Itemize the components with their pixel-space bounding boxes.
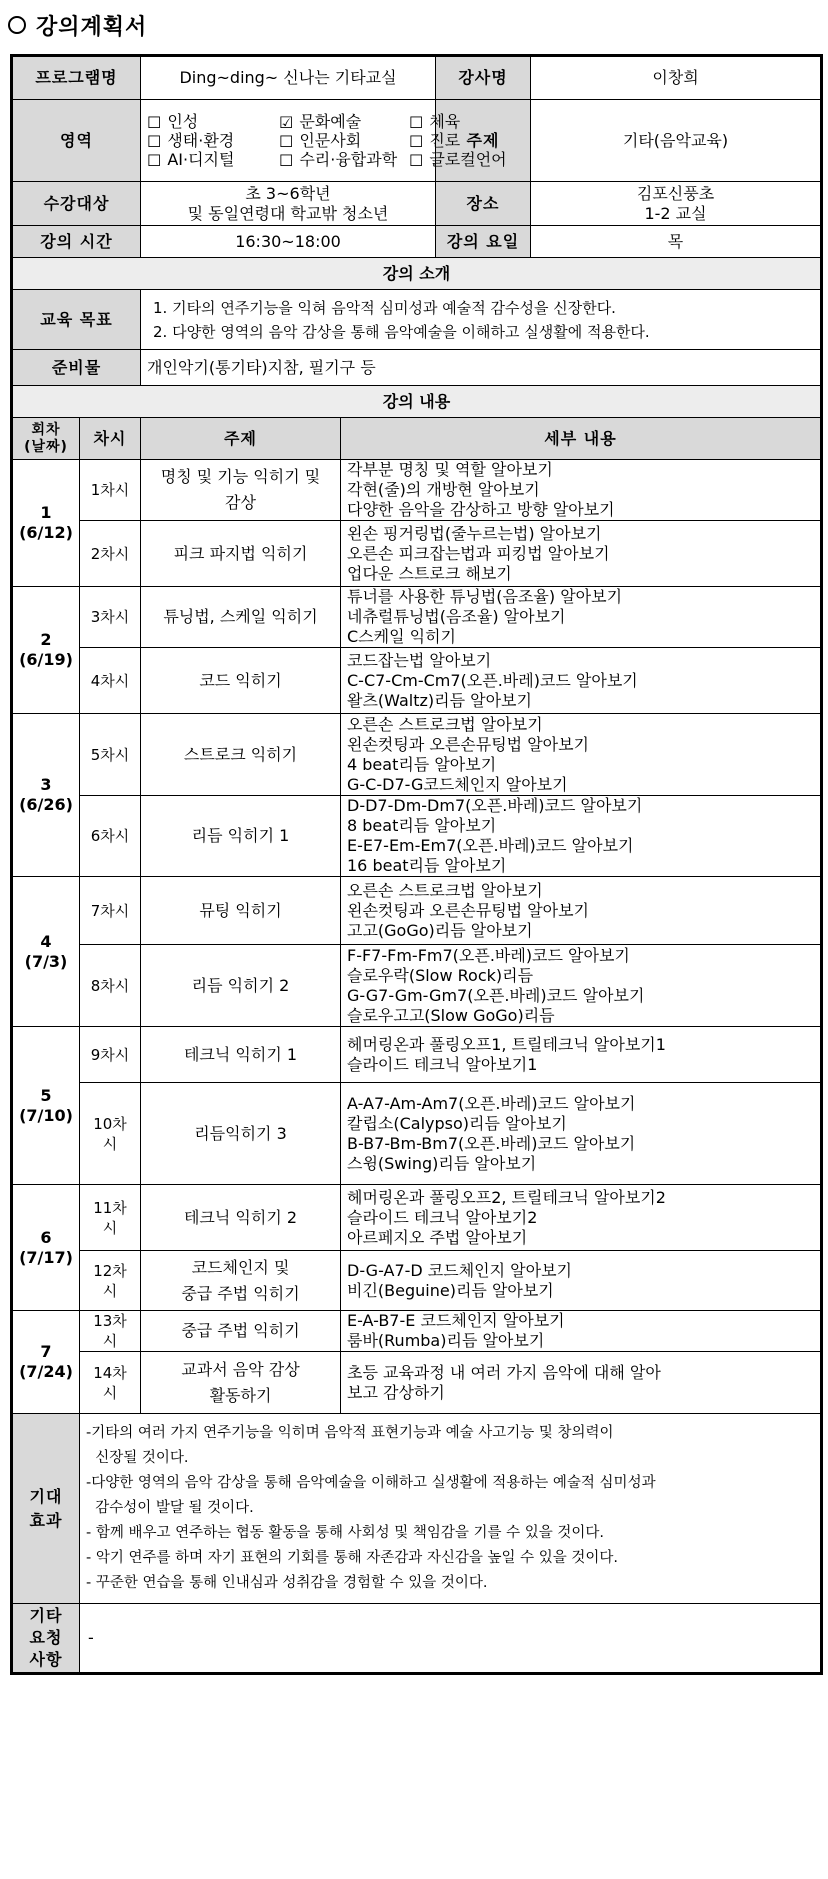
area-label: 영역 — [12, 100, 141, 182]
detail-line: 슬라이드 테크닉 알아보기1 — [347, 1054, 538, 1074]
area-option-label: 인성 — [167, 112, 199, 131]
period-topic-cell: 리듬 익히기 1 — [141, 796, 341, 877]
col-detail-header: 세부 내용 — [341, 418, 822, 460]
period-topic-cell: 스트로크 익히기 — [141, 714, 341, 796]
time-value: 16:30~18:00 — [141, 226, 436, 258]
detail-line: G-C-D7-G코드체인지 알아보기 — [347, 774, 568, 794]
detail-line: 스윙(Swing)리듬 알아보기 — [347, 1153, 537, 1173]
session-date: (7/3) — [24, 951, 68, 971]
other-label: 기타 요청 사항 — [12, 1604, 80, 1674]
session-date: (6/26) — [19, 795, 73, 814]
lecture-plan-table — [10, 54, 823, 1675]
session-date: (7/24) — [19, 1362, 73, 1381]
checkbox-icon[interactable]: ☐ — [409, 113, 424, 132]
period-detail-cell — [341, 1251, 822, 1311]
area-option-label: 체육 — [429, 112, 461, 131]
detail-line: 코드잡는법 알아보기 — [347, 650, 492, 670]
detail-line: D-D7-Dm-Dm7(오픈.바레)코드 알아보기 — [347, 796, 643, 815]
session-number: 4 — [40, 931, 52, 951]
period-topic-cell: 명칭 및 기능 익히기 및 감상 — [141, 460, 341, 521]
session-row — [12, 460, 822, 521]
checkbox-icon[interactable]: ☐ — [409, 151, 424, 170]
period-topic-cell: 리듬익히기 3 — [141, 1083, 341, 1185]
detail-line: 튜너를 사용한 튜닝법(음조율) 알아보기 — [347, 587, 623, 606]
period-topic-cell: 테크닉 익히기 2 — [141, 1185, 341, 1251]
area-option — [147, 131, 279, 150]
detail-line: 룸바(Rumba)리듬 알아보기 — [347, 1331, 545, 1350]
detail-line: E-E7-Em-Em7(오픈.바레)코드 알아보기 — [347, 836, 634, 855]
effect-row — [12, 1414, 822, 1604]
detail-line: 다양한 음악을 감상하고 방향 알아보기 — [347, 500, 615, 519]
period-cell: 13차시 — [80, 1311, 141, 1352]
period-topic-cell: 뮤팅 익히기 — [141, 877, 341, 945]
goal-content — [141, 290, 822, 350]
checked-box-icon[interactable]: ☑ — [279, 113, 294, 132]
effect-content — [80, 1414, 822, 1604]
session-round-cell — [12, 587, 80, 714]
area-option — [409, 150, 509, 169]
detail-line: 보고 감상하기 — [347, 1382, 445, 1402]
session-date: (6/12) — [19, 523, 73, 542]
session-row — [12, 877, 822, 945]
content-section-title: 강의 내용 — [12, 386, 822, 418]
period-cell: 14차시 — [80, 1352, 141, 1414]
detail-line: 헤머링온과 풀링오프2, 트릴테크닉 알아보기2 — [347, 1187, 666, 1207]
doc-title: 강의계획서 — [36, 14, 148, 40]
detail-line: D-G-A7-D 코드체인지 알아보기 — [347, 1260, 572, 1280]
intro-section-title: 강의 소개 — [12, 258, 822, 290]
effect-line: 감수성이 발달 될 것이다. — [86, 1500, 254, 1516]
circle-bullet-icon — [8, 16, 26, 34]
effect-line: -기타의 여러 가지 연주기능을 익히며 음악적 표현기능과 예술 사고기능 및 창의력이 — [86, 1425, 614, 1441]
checkbox-icon[interactable]: ☐ — [279, 151, 294, 170]
detail-line: 헤머링온과 풀링오프1, 트릴테크닉 알아보기1 — [347, 1034, 666, 1054]
day-value: 목 — [531, 226, 822, 258]
session-row — [12, 1027, 822, 1083]
area-row — [12, 100, 822, 182]
session-row — [12, 796, 822, 877]
area-option-label: 수리·융합과학 — [299, 150, 398, 169]
area-option — [147, 112, 279, 131]
period-cell: 7차시 — [80, 877, 141, 945]
detail-line: 왼손컷팅과 오른손뮤팅법 알아보기 — [347, 900, 590, 920]
checkbox-icon[interactable]: ☐ — [279, 132, 294, 151]
col-period-header: 차시 — [80, 418, 141, 460]
area-option-label: 생태·환경 — [167, 131, 235, 150]
detail-line: 각부분 명칭 및 역할 알아보기 — [347, 460, 553, 479]
detail-line: 왼손컷팅과 오른손뮤팅법 알아보기 — [347, 734, 590, 754]
area-option-label: 글로컬언어 — [429, 150, 507, 169]
period-detail-cell — [341, 1027, 822, 1083]
table-body — [12, 56, 822, 1674]
session-row — [12, 521, 822, 587]
session-date: (6/19) — [19, 650, 73, 669]
period-cell: 2차시 — [80, 521, 141, 587]
area-option — [279, 131, 409, 150]
period-cell: 5차시 — [80, 714, 141, 796]
area-option-label: 인문사회 — [299, 131, 362, 150]
col-topic-header: 주제 — [141, 418, 341, 460]
session-row — [12, 714, 822, 796]
session-date: (7/10) — [19, 1105, 73, 1125]
session-row — [12, 1311, 822, 1352]
area-option-label: 진로 — [429, 131, 461, 150]
time-label: 강의 시간 — [12, 226, 141, 258]
session-row — [12, 945, 822, 1027]
checkbox-icon[interactable]: ☐ — [147, 113, 162, 132]
topic-value: 기타(음악교육) — [531, 100, 822, 182]
period-topic-cell: 코드 익히기 — [141, 648, 341, 714]
period-cell: 9차시 — [80, 1027, 141, 1083]
detail-line: C-C7-Cm-Cm7(오픈.바레)코드 알아보기 — [347, 670, 638, 690]
period-detail-cell — [341, 945, 822, 1027]
detail-line: 왈츠(Waltz)리듬 알아보기 — [347, 690, 532, 710]
period-detail-cell — [341, 796, 822, 877]
detail-line: G-G7-Gm-Gm7(오픈.바레)코드 알아보기 — [347, 985, 645, 1005]
program-label: 프로그램명 — [12, 56, 141, 100]
period-cell: 11차시 — [80, 1185, 141, 1251]
effect-line: - 꾸준한 연습을 통해 인내심과 성취감을 경험할 수 있을 것이다. — [86, 1575, 488, 1591]
detail-line: C스케일 익히기 — [347, 627, 456, 646]
session-number: 2 — [40, 630, 52, 649]
period-detail-cell — [341, 714, 822, 796]
period-detail-cell — [341, 1185, 822, 1251]
period-detail-cell — [341, 648, 822, 714]
detail-line: 4 beat리듬 알아보기 — [347, 754, 497, 774]
detail-line: 업다운 스트로크 해보기 — [347, 563, 512, 583]
session-number: 7 — [40, 1342, 52, 1361]
topic-label: 주제 — [436, 100, 531, 182]
period-topic-cell: 테크닉 익히기 1 — [141, 1027, 341, 1083]
period-cell: 1차시 — [80, 460, 141, 521]
period-topic-cell: 튜닝법, 스케일 익히기 — [141, 587, 341, 648]
session-row — [12, 1185, 822, 1251]
period-cell: 6차시 — [80, 796, 141, 877]
goal-row — [12, 290, 822, 350]
col-round-header: 회차 (날짜) — [12, 418, 80, 460]
detail-line: 슬로우락(Slow Rock)리듬 — [347, 965, 534, 985]
detail-line: 칼립소(Calypso)리듬 알아보기 — [347, 1113, 567, 1133]
session-row — [12, 1083, 822, 1185]
detail-line: 오른손 스트로크법 알아보기 — [347, 714, 543, 734]
program-value: Ding~ding~ 신나는 기타교실 — [141, 56, 436, 100]
area-option-label: 문화예술 — [299, 112, 362, 131]
detail-line: A-A7-Am-Am7(오픈.바레)코드 알아보기 — [347, 1093, 636, 1113]
area-option-label: AI·디지털 — [167, 150, 235, 169]
session-round-cell — [12, 1185, 80, 1311]
content-header-row — [12, 418, 822, 460]
intro-section-row — [12, 258, 822, 290]
period-topic-cell: 코드체인지 및 중급 주법 익히기 — [141, 1251, 341, 1311]
session-row — [12, 1352, 822, 1414]
session-row — [12, 648, 822, 714]
checkbox-icon[interactable]: ☐ — [147, 151, 162, 170]
period-cell: 10차시 — [80, 1083, 141, 1185]
period-detail-cell — [341, 1083, 822, 1185]
instructor-value: 이창희 — [531, 56, 822, 100]
program-row — [12, 56, 822, 100]
day-label: 강의 요일 — [436, 226, 531, 258]
session-row — [12, 1251, 822, 1311]
detail-line: 각현(줄)의 개방현 알아보기 — [347, 480, 540, 499]
period-cell: 4차시 — [80, 648, 141, 714]
instructor-label: 강사명 — [436, 56, 531, 100]
period-cell: 3차시 — [80, 587, 141, 648]
period-detail-cell — [341, 460, 822, 521]
session-number: 5 — [40, 1085, 52, 1105]
effect-line: 신장될 것이다. — [86, 1450, 189, 1466]
effect-line: -다양한 영역의 음악 감상을 통해 음악예술을 이해하고 실생활에 적용하는 예술적 심미성과 — [86, 1475, 656, 1491]
supplies-label: 준비물 — [12, 350, 141, 386]
session-round-cell — [12, 460, 80, 587]
area-option — [279, 112, 409, 131]
place-label: 장소 — [436, 182, 531, 226]
detail-line: 고고(GoGo)리듬 알아보기 — [347, 920, 533, 940]
detail-line: 비긴(Beguine)리듬 알아보기 — [347, 1280, 554, 1300]
detail-line: 초등 교육과정 내 여러 가지 음악에 대해 알아 — [347, 1362, 661, 1382]
time-row — [12, 226, 822, 258]
goal-item: 2. 다양한 영역의 음악 감상을 통해 음악예술을 이해하고 실생활에 적용한다. — [153, 322, 650, 341]
other-value: - — [80, 1604, 822, 1674]
detail-line: B-B7-Bm-Bm7(오픈.바레)코드 알아보기 — [347, 1133, 636, 1153]
detail-line: F-F7-Fm-Fm7(오픈.바레)코드 알아보기 — [347, 945, 630, 965]
other-row — [12, 1604, 822, 1674]
audience-value: 초 3~6학년 및 동일연령대 학교밖 청소년 — [141, 182, 436, 226]
detail-line: 16 beat리듬 알아보기 — [347, 856, 507, 875]
detail-line: 왼손 핑거링법(줄누르는법) 알아보기 — [347, 523, 602, 543]
checkbox-icon[interactable]: ☐ — [409, 132, 424, 151]
content-section-row — [12, 386, 822, 418]
goal-item: 1. 기타의 연주기능을 익혀 음악적 심미성과 예술적 감수성을 신장한다. — [153, 298, 616, 317]
checkbox-icon[interactable]: ☐ — [147, 132, 162, 151]
period-topic-cell: 중급 주법 익히기 — [141, 1311, 341, 1352]
area-option — [147, 150, 279, 169]
detail-line: 오른손 피크잡는법과 피킹법 알아보기 — [347, 543, 610, 563]
effect-label: 기대 효과 — [12, 1414, 80, 1604]
period-topic-cell: 교과서 음악 감상 활동하기 — [141, 1352, 341, 1414]
session-number: 3 — [40, 775, 52, 794]
period-detail-cell — [341, 1311, 822, 1352]
period-detail-cell — [341, 1352, 822, 1414]
session-round-cell — [12, 714, 80, 877]
period-detail-cell — [341, 521, 822, 587]
detail-line: 아르페지오 주법 알아보기 — [347, 1227, 528, 1247]
detail-line: 슬라이드 테크닉 알아보기2 — [347, 1207, 538, 1227]
session-round-cell — [12, 1311, 80, 1414]
session-number: 1 — [40, 503, 52, 522]
session-row — [12, 587, 822, 648]
session-date: (7/17) — [19, 1247, 73, 1267]
area-option — [279, 150, 409, 169]
period-detail-cell — [341, 587, 822, 648]
detail-line: E-A-B7-E 코드체인지 알아보기 — [347, 1311, 565, 1330]
doc-header — [8, 8, 147, 42]
period-detail-cell — [341, 877, 822, 945]
area-option — [409, 112, 509, 131]
session-round-cell — [12, 1027, 80, 1185]
session-round-cell — [12, 877, 80, 1027]
period-topic-cell: 리듬 익히기 2 — [141, 945, 341, 1027]
supplies-row — [12, 350, 822, 386]
period-cell: 12차시 — [80, 1251, 141, 1311]
effect-line: - 악기 연주를 하며 자기 표현의 기회를 통해 자존감과 자신감을 높일 수 있을 것이다. — [86, 1550, 618, 1566]
effect-line: - 함께 배우고 연주하는 협동 활동을 통해 사회성 및 책임감을 기를 수 있을 것이다. — [86, 1525, 604, 1541]
period-topic-cell: 피크 파지법 익히기 — [141, 521, 341, 587]
audience-row — [12, 182, 822, 226]
audience-label: 수강대상 — [12, 182, 141, 226]
supplies-value: 개인악기(통기타)지참, 필기구 등 — [141, 350, 822, 386]
detail-line: 오른손 스트로크법 알아보기 — [347, 880, 543, 900]
goal-label: 교육 목표 — [12, 290, 141, 350]
detail-line: 8 beat리듬 알아보기 — [347, 816, 497, 835]
session-number: 6 — [40, 1227, 52, 1247]
period-cell: 8차시 — [80, 945, 141, 1027]
detail-line: 네츄럴튜닝법(음조율) 알아보기 — [347, 607, 566, 626]
detail-line: 슬로우고고(Slow GoGo)리듬 — [347, 1005, 555, 1025]
place-value: 김포신풍초 1-2 교실 — [531, 182, 822, 226]
